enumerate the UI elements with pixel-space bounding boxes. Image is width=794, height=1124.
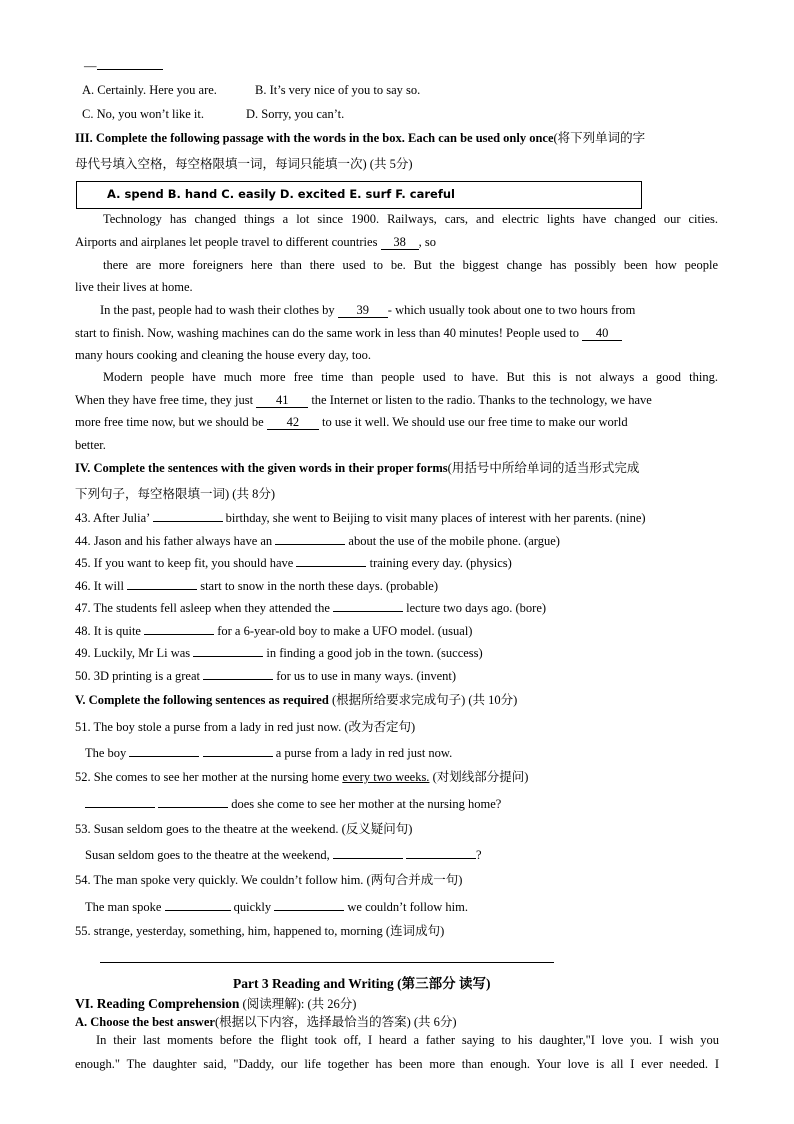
part3-title: Part 3 Reading and Writing (第三部分 读写): [233, 976, 491, 991]
blank-38[interactable]: 38: [381, 236, 419, 250]
option-a: A. Certainly. Here you are.: [82, 83, 217, 97]
answer-51: The boy a purse from a lady in red just now.: [85, 746, 453, 760]
answer-blank-50[interactable]: [203, 679, 273, 680]
section4-heading: IV. Complete the sentences with the given words in their proper forms(用括号中所给单词的适当形式完成: [75, 461, 640, 475]
question-54: 54. The man spoke very quickly. We couldn’t follow him. (两句合并成一句): [75, 873, 463, 887]
section3-heading: III. Complete the following passage with the words in the box. Each can be used only once(将下列单词的字: [75, 131, 646, 145]
option-d: D. Sorry, you can’t.: [246, 107, 345, 121]
passage-line: Technology has changed things a lot since 1900. Railways, cars, and electric lights have changed our cities.: [103, 212, 718, 226]
answer-line: —: [84, 58, 163, 74]
answer-52: does she come to see her mother at the nursing home?: [85, 796, 501, 812]
answer-blank-46[interactable]: [127, 589, 197, 590]
question-55: 55. strange, yesterday, something, him, happened to, morning (连词成句): [75, 924, 445, 938]
question-43: 43. After Julia’ birthday, she went to Beijing to visit many places of interest with her parents. (nine): [75, 511, 646, 525]
answer-blank-51b[interactable]: [203, 756, 273, 757]
answer-blank-43[interactable]: [153, 521, 223, 522]
question-53: 53. Susan seldom goes to the theatre at the weekend. (反义疑问句): [75, 822, 413, 836]
question-52: 52. She comes to see her mother at the nursing home every two weeks. (对划线部分提问): [75, 770, 529, 784]
reading-line: enough." The daughter said, "Daddy, our life together has been more than enough. Your love is all I ever needed. I: [75, 1057, 719, 1071]
passage-line: there are more foreigners here than there used to be. But the biggest change has possibly been how people: [103, 258, 718, 272]
answer-blank-51a[interactable]: [129, 756, 199, 757]
answer-blank-47[interactable]: [333, 611, 403, 612]
word-box-text: A. spend B. hand C. easily D. excited E. surf F. careful: [107, 187, 455, 201]
passage-line: When they have free time, they just 41 the Internet or listen to the radio. Thanks to the technology, we have: [75, 393, 652, 407]
reading-line: In their last moments before the flight took off, I heard a father saying to his daughter,"I love you. I wish you: [96, 1033, 719, 1047]
answer-54: The man spoke quickly we couldn’t follow him.: [85, 900, 468, 914]
answer-blank-53b[interactable]: [406, 858, 476, 859]
question-48: 48. It is quite for a 6-year-old boy to make a UFO model. (usual): [75, 624, 473, 638]
answer-blank-49[interactable]: [193, 656, 263, 657]
passage-line: In the past, people had to wash their clothes by 39 - which usually took about one to two hours from: [100, 303, 636, 317]
answer-blank-54b[interactable]: [274, 910, 344, 911]
answer-blank-53a[interactable]: [333, 858, 403, 859]
answer-blank-48[interactable]: [144, 634, 214, 635]
question-45: 45. If you want to keep fit, you should have training every day. (physics): [75, 556, 512, 570]
question-46: 46. It will start to snow in the north these days. (probable): [75, 579, 439, 593]
answer-blank-44[interactable]: [275, 544, 345, 545]
option-b: B. It’s very nice of you to say so.: [255, 83, 421, 97]
question-44: 44. Jason and his father always have an about the use of the mobile phone. (argue): [75, 534, 560, 548]
blank-39[interactable]: 39: [338, 304, 388, 318]
answer-blank-54a[interactable]: [165, 910, 231, 911]
question-47: 47. The students fell asleep when they attended the lecture two days ago. (bore): [75, 601, 547, 615]
blank-42[interactable]: 42: [267, 416, 319, 430]
passage-line: more free time now, but we should be 42 to use it well. We should use our free time to make our world: [75, 415, 628, 429]
answer-53: Susan seldom goes to the theatre at the weekend, ?: [85, 848, 482, 862]
question-50: 50. 3D printing is a great for us to use in many ways. (invent): [75, 669, 457, 683]
section5-heading: V. Complete the following sentences as required (根据所给要求完成句子) (共 10分): [75, 693, 518, 707]
answer-line-55[interactable]: [100, 962, 554, 963]
section4-heading-cont: 下列句子，每空格限填一词) (共 8分): [75, 487, 275, 501]
question-49: 49. Luckily, Mr Li was in finding a good job in the town. (success): [75, 646, 483, 660]
passage-line: many hours cooking and cleaning the house every day, too.: [75, 348, 371, 362]
section3-heading-cont: 母代号填入空格，每空格限填一词，每词只能填一次) (共 5分): [75, 157, 413, 171]
answer-blank[interactable]: [97, 69, 163, 70]
passage-line: Modern people have much more free time than people used to have. But this is not always a good thing.: [103, 370, 718, 384]
question-51: 51. The boy stole a purse from a lady in red just now. (改为否定句): [75, 720, 416, 734]
passage-line: start to finish. Now, washing machines can do the same work in less than 40 minutes! People used to 40: [75, 325, 622, 341]
blank-40[interactable]: 40: [582, 327, 622, 341]
blank-41[interactable]: 41: [256, 394, 308, 408]
answer-blank-52a[interactable]: [85, 807, 155, 808]
passage-line: Airports and airplanes let people travel to different countries 38 , so: [75, 235, 436, 249]
section6-heading: VI. Reading Comprehension (阅读理解): (共 26分): [75, 996, 357, 1011]
passage-line: live their lives at home.: [75, 280, 193, 294]
option-c: C. No, you won’t like it.: [82, 107, 204, 121]
subsection-a-heading: A. Choose the best answer(根据以下内容，选择最恰当的答案) (共 6分): [75, 1015, 457, 1029]
answer-blank-52b[interactable]: [158, 807, 228, 808]
answer-blank-45[interactable]: [296, 566, 366, 567]
word-box: [76, 181, 642, 209]
passage-line: better.: [75, 438, 106, 452]
